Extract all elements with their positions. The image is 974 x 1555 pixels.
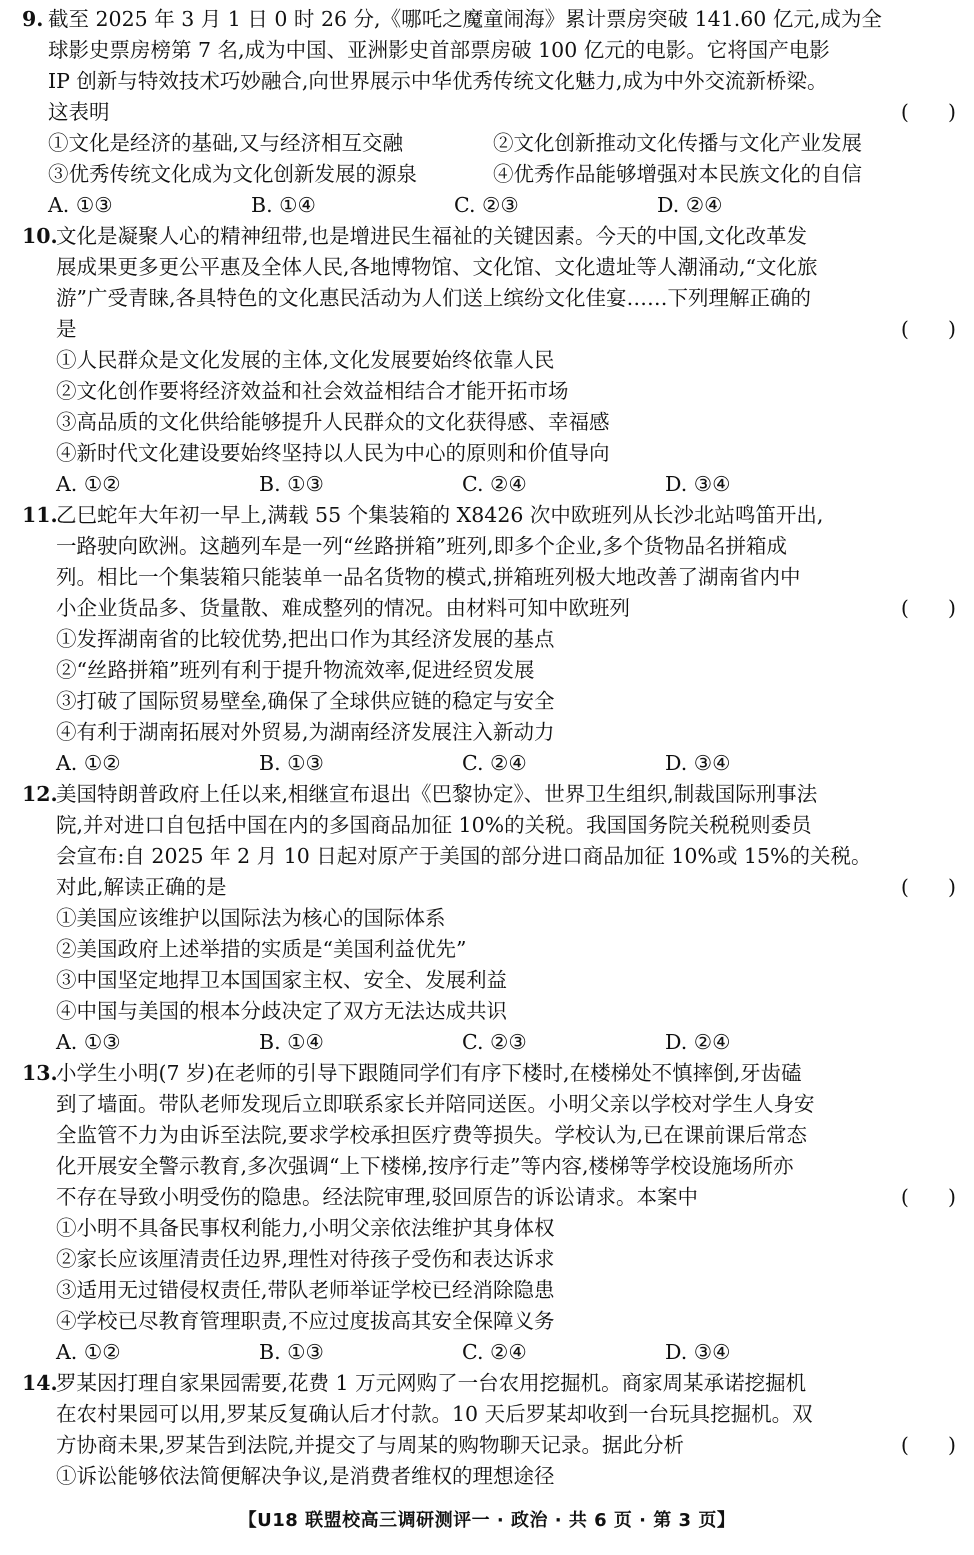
question-number: 9. [22, 7, 44, 31]
question-stem: 截至 2025 年 3 月 1 日 0 时 26 分,《哪吒之魔童闹海》累计票房突破 141.60 亿元,成为全 球影史票房榜第 7 名,成为中国、亚洲影史首部票房破 100 亿元的电影。它将国产电影 IP 创新与特效技术巧妙融合,向世界展示中华优秀传统文化魅力,成为中外交流新桥梁。 ( ) 这表明 [48, 4, 956, 128]
statement-4: ④学校已尽教育管理职责,不应过度拔高其安全保障义务 [56, 1309, 555, 1333]
choice-c: C. ②④ [462, 751, 527, 775]
choice-d: D. ③④ [665, 1340, 731, 1364]
statement-1: ①人民群众是文化发展的主体,文化发展要始终依靠人民 [56, 348, 555, 372]
statement-3: ③适用无过错侵权责任,带队老师举证学校已经消除隐患 [56, 1278, 555, 1302]
question-number: 13. [22, 1061, 58, 1085]
statement-2: ②家长应该厘清责任边界,理性对待孩子受伤和表达诉求 [56, 1247, 555, 1271]
statement-3: ③优秀传统文化成为文化创新发展的源泉 [48, 162, 417, 186]
statement-4: ④优秀作品能够增强对本民族文化的自信 [493, 162, 862, 186]
question-10 [22, 221, 956, 500]
statement-list [22, 345, 956, 500]
statement-1: ①文化是经济的基础,又与经济相互交融 [48, 131, 404, 155]
question-stem: 文化是凝聚人心的精神纽带,也是增进民生福祉的关键因素。今天的中国,文化改革发 展成果更多更公平惠及全体人民,各地博物馆、文化馆、文化遗址等人潮涌动,“文化旅 游”广受青睐,各具特色的文化惠民活动为人们送上缤纷文化佳宴……下列理解正确的 ( ) 是 [56, 221, 956, 345]
question-stem: 美国特朗普政府上任以来,相继宣布退出《巴黎协定》、世界卫生组织,制裁国际刑事法 院,并对进口自包括中国在内的多国商品加征 10%的关税。我国国务院关税税则委员 会宣布:自 2025 年 2 月 10 日起对原产于美国的部分进口商品加征 10%或 15%的关税。 ( ) 对此,解读正确的是 [56, 779, 956, 903]
choice-c: C. ②④ [462, 472, 527, 496]
statement-3: ③高品质的文化供给能够提升人民群众的文化获得感、幸福感 [56, 410, 610, 434]
answer-bracket: ( ) [900, 596, 956, 620]
statement-1: ①诉讼能够依法简便解决争议,是消费者维权的理想途径 [56, 1464, 555, 1488]
statement-4: ④新时代文化建设要始终坚持以人民为中心的原则和价值导向 [56, 441, 610, 465]
question-number: 10. [22, 224, 58, 248]
question-number: 14. [22, 1371, 58, 1395]
choice-c: C. ②③ [462, 1030, 527, 1054]
question-11 [22, 500, 956, 779]
answer-bracket: ( ) [900, 100, 956, 124]
statement-4: ④中国与美国的根本分歧决定了双方无法达成共识 [56, 999, 507, 1023]
statement-list [22, 1461, 956, 1492]
statement-1: ①美国应该维护以国际法为核心的国际体系 [56, 906, 446, 930]
question-12 [22, 779, 956, 1058]
question-number: 11. [22, 503, 58, 527]
choice-a: A. ①③ [48, 193, 113, 217]
question-9 [22, 4, 956, 221]
choice-b: B. ①④ [259, 1030, 324, 1054]
choice-c: C. ②④ [462, 1340, 527, 1364]
answer-choices [56, 1337, 956, 1368]
page-footer: 【U18 联盟校高三调研测评一 · 政治 · 共 6 页 · 第 3 页】 [238, 1510, 736, 1531]
question-stem: 小学生小明(7 岁)在老师的引导下跟随同学们有序下楼时,在楼梯处不慎摔倒,牙齿磕 到了墙面。带队老师发现后立即联系家长并陪同送医。小明父亲以学校对学生人身安 全监管不力为由诉至法院,要求学校承担医疗费等损失。学校认为,已在课前课后常态 化开展安全警示教育,多次强调“上下楼梯,按序行走”等内容,楼梯等学校设施场所亦 ( ) 不存在导致小明受伤的隐患。经法院审理,驳回原告的诉讼请求。本案中 [56, 1058, 956, 1213]
statement-list [22, 624, 956, 779]
statement-2: ②美国政府上述举措的实质是“美国利益优先” [56, 937, 467, 961]
choice-d: D. ③④ [665, 472, 731, 496]
answer-choices [56, 469, 956, 500]
choice-b: B. ①③ [259, 751, 324, 775]
choice-c: C. ②③ [454, 193, 519, 217]
statement-list [22, 1213, 956, 1368]
choice-b: B. ①④ [251, 193, 316, 217]
answer-bracket: ( ) [900, 317, 956, 341]
choice-b: B. ①③ [259, 472, 324, 496]
question-14 [22, 1368, 956, 1492]
statement-list [22, 128, 956, 221]
question-stem: 乙巳蛇年大年初一早上,满载 55 个集装箱的 X8426 次中欧班列从长沙北站鸣笛开出, 一路驶向欧洲。这趟列车是一列“丝路拼箱”班列,即多个企业,多个货物品名拼箱成 列。相比一个集装箱只能装单一品名货物的模式,拼箱班列极大地改善了湖南省内中 ( ) 小企业货品多、货量散、难成整列的情况。由材料可知中欧班列 [56, 500, 956, 624]
statement-3: ③中国坚定地捍卫本国国家主权、安全、发展利益 [56, 968, 507, 992]
choice-d: D. ②④ [657, 193, 723, 217]
question-stem: 罗某因打理自家果园需要,花费 1 万元网购了一台农用挖掘机。商家周某承诺挖掘机 在农村果园可以用,罗某反复确认后才付款。10 天后罗某却收到一台玩具挖掘机。双 ( ) 方协商未果,罗某告到法院,并提交了与周某的购物聊天记录。据此分析 [56, 1368, 956, 1461]
choice-b: B. ①③ [259, 1340, 324, 1364]
choice-d: D. ②④ [665, 1030, 731, 1054]
statement-3: ③打破了国际贸易壁垒,确保了全球供应链的稳定与安全 [56, 689, 555, 713]
statement-4: ④有利于湖南拓展对外贸易,为湖南经济发展注入新动力 [56, 720, 555, 744]
statement-1: ①发挥湖南省的比较优势,把出口作为其经济发展的基点 [56, 627, 555, 651]
answer-bracket: ( ) [900, 1433, 956, 1457]
statement-2: ②“丝路拼箱”班列有利于提升物流效率,促进经贸发展 [56, 658, 535, 682]
answer-choices [56, 748, 956, 779]
statement-list [22, 903, 956, 1058]
statement-2: ②文化创新推动文化传播与文化产业发展 [493, 131, 862, 155]
answer-choices [56, 1027, 956, 1058]
choice-a: A. ①② [56, 751, 121, 775]
answer-bracket: ( ) [900, 1185, 956, 1209]
question-number: 12. [22, 782, 58, 806]
choice-a: A. ①③ [56, 1030, 121, 1054]
question-13 [22, 1058, 956, 1368]
statement-2: ②文化创作要将经济效益和社会效益相结合才能开拓市场 [56, 379, 569, 403]
choice-a: A. ①② [56, 472, 121, 496]
statement-1: ①小明不具备民事权利能力,小明父亲依法维护其身体权 [56, 1216, 555, 1240]
choice-d: D. ③④ [665, 751, 731, 775]
answer-choices [48, 190, 956, 221]
choice-a: A. ①② [56, 1340, 121, 1364]
answer-bracket: ( ) [900, 875, 956, 899]
